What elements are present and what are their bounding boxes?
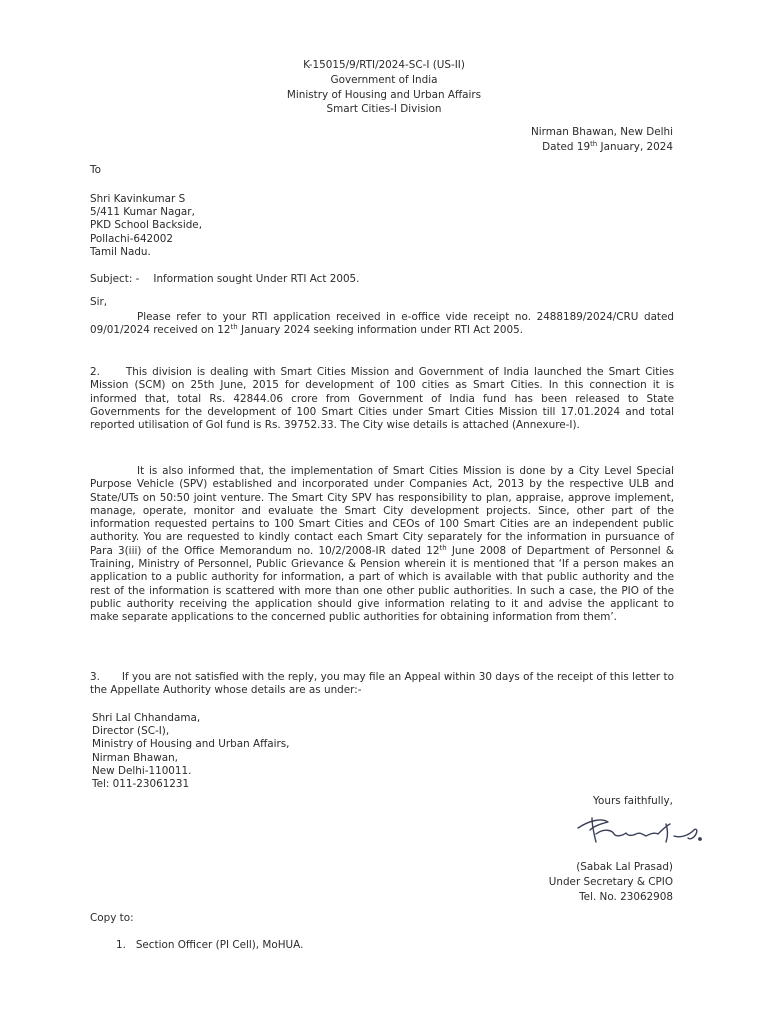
copy-to-label: Copy to: [90, 912, 134, 924]
subject-text: Information sought Under RTI Act 2005. [153, 273, 360, 285]
appellate-ministry: Ministry of Housing and Urban Affairs, [92, 738, 290, 751]
address-line: Tamil Nadu. [90, 245, 151, 258]
paragraph-number: 2. [90, 366, 100, 378]
appellate-name: Shri Lal Chhandama, [92, 712, 201, 724]
appellate-designation: Director (SC-I), [92, 725, 170, 738]
signature [570, 812, 710, 852]
address-line: Pollachi-642002 [90, 232, 173, 245]
recipient-name: Shri Kavinkumar S [90, 193, 186, 205]
appellate-tel: Tel: 011-23061231 [92, 778, 190, 791]
government-name: Government of India [330, 73, 438, 86]
signatory-designation: Under Secretary & CPIO [548, 875, 673, 888]
appellate-authority [92, 712, 289, 791]
closing: Yours faithfully, [593, 795, 673, 807]
signatory-name: (Sabak Lal Prasad) [576, 861, 673, 873]
paragraph-1: Please refer to your RTI application received in e-office vide receipt no. 2488189/2024/CRU dated 09/01/2024 received on 12th January 2024 seeking information under RTI Act 2005. [90, 311, 674, 337]
letter-header [0, 58, 768, 117]
subject-line [90, 273, 359, 285]
salutation: Sir, [90, 296, 108, 308]
division-name: Smart Cities-I Division [326, 103, 442, 116]
letter-date: Dated 19th January, 2024 [542, 139, 673, 153]
ministry-name: Ministry of Housing and Urban Affairs [286, 88, 482, 101]
paragraph-number: 3. [90, 671, 100, 683]
paragraph-4: 3. If you are not satisfied with the reply, you may file an Appeal within 30 days of the receipt of this letter to the Appellate Authority whose details are as under:- [90, 671, 674, 697]
reference-number: K-15015/9/RTI/2024-SC-I (US-II) [303, 59, 465, 71]
paragraph-3: It is also informed that, the implementation of Smart Cities Mission is done by a City Level Special Purpose Vehicle (SPV) established and incorporated under Companies Act, 2013 by the respective ULB and State/UTs on 50:50 joint venture. The Smart City SPV has responsibility to plan, appraise, approve implement, manage, operate, monitor and evaluate the Smart City development projects. Since, other part of the information requested pertains to 100 Smart Cities and CEOs of 100 Smart Cities are an independent public authority. You are requested to kindly contact each Smart City separately for the information in pursuance of Para 3(iii) of the Office Memorandum no. 10/2/2008-IR dated 12th June 2008 of Department of Personnel & Training, Ministry of Personnel, Public Grievance & Pension wherein it is mentioned that ‘If a person makes an application to a public authority for information, a part of which is available with that public authority and the rest of the information is scattered with more than one other public authorities. In such a case, the PIO of the public authority receiving the application should give information relating to it and advise the applicant to make separate applications to the concerned public authorities for obtaining information from them’. [90, 465, 674, 624]
address-line: PKD School Backside, [90, 219, 202, 232]
appellate-city: New Delhi-110011. [92, 764, 192, 777]
signatory-block [549, 860, 673, 904]
copy-to-item: 1. Section Officer (PI Cell), MoHUA. [116, 939, 304, 951]
address-line: 5/411 Kumar Nagar, [90, 206, 195, 219]
appellate-building: Nirman Bhawan, [92, 751, 178, 764]
to-label: To [90, 164, 101, 176]
recipient-address [90, 193, 202, 259]
signatory-tel: Tel. No. 23062908 [579, 890, 673, 903]
subject-label: Subject: - [90, 273, 140, 285]
place-date [531, 125, 673, 155]
place: Nirman Bhawan, New Delhi [531, 126, 673, 138]
paragraph-2: 2. This division is dealing with Smart Cities Mission and Government of India launched the Smart Cities Mission (SCM) on 25th June, 2015 for development of 100 cities as Smart Cities. In this connection it is informed that, total Rs. 42844.06 crore from Government of India fund has been released to State Governments for the development of 100 Smart Cities under Smart Cities Mission till 17.01.2024 and total reported utilisation of GoI fund is Rs. 39752.33. The City wise details is attached (Annexure-I). [90, 366, 674, 432]
